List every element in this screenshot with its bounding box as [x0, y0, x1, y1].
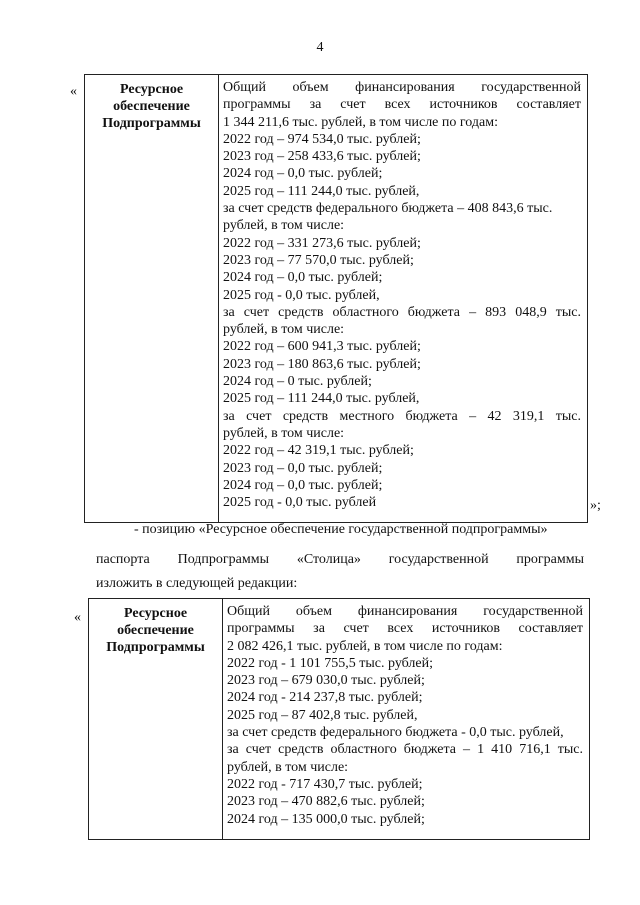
instruction-line: паспорта Подпрограммы «Столица» государственной программы [96, 552, 584, 567]
funding-line: 2024 год – 135 000,0 тыс. рублей; [227, 811, 425, 827]
funding-line: 2022 год – 974 534,0 тыс. рублей; [223, 131, 421, 147]
funding-line: 2023 год – 77 570,0 тыс. рублей; [223, 252, 414, 268]
funding-line: за счет средств федерального бюджета - 0,0 тыс. рублей, [227, 725, 564, 741]
funding-line: 2022 год – 331 273,6 тыс. рублей; [223, 235, 421, 251]
label-line: Подпрограммы [106, 640, 205, 655]
funding-line: 2023 год – 180 863,6 тыс. рублей; [223, 356, 421, 372]
funding-line: рублей, в том числе: [223, 425, 345, 441]
funding-line: 2022 год – 600 941,3 тыс. рублей; [223, 339, 421, 355]
funding-line: 2023 год – 0,0 тыс. рублей; [223, 460, 383, 476]
resource-label-cell [85, 75, 219, 522]
opening-quote-mark: « [70, 84, 77, 99]
resource-table-current [84, 74, 588, 523]
funding-line: программы за счет всех источников составляет [223, 97, 581, 113]
funding-line: 2023 год – 470 882,6 тыс. рублей; [227, 794, 425, 810]
page-number: 4 [316, 40, 324, 55]
funding-line: 2 082 426,1 тыс. рублей, в том числе по годам: [227, 638, 503, 654]
opening-quote-mark: « [74, 610, 81, 625]
funding-line: за счет средств областного бюджета – 1 410 716,1 тыс. [227, 742, 583, 758]
funding-line: 2024 год – 0,0 тыс. рублей; [223, 166, 383, 182]
funding-line: 2022 год - 717 430,7 тыс. рублей; [227, 776, 423, 792]
funding-line: 2025 год – 111 244,0 тыс. рублей, [223, 183, 420, 199]
funding-line: рублей, в том числе: [223, 322, 345, 338]
funding-line: 2024 год – 0,0 тыс. рублей; [223, 270, 383, 286]
closing-quote-mark: »; [590, 498, 601, 513]
funding-line: 2025 год - 0,0 тыс. рублей, [223, 287, 380, 303]
funding-line: 2024 год – 0,0 тыс. рублей; [223, 477, 383, 493]
funding-line: за счет средств местного бюджета – 42 319,1 тыс. [223, 408, 581, 424]
label-line: Подпрограммы [102, 116, 201, 131]
instruction-line: изложить в следующей редакции: [96, 576, 298, 591]
funding-line: 2023 год – 258 433,6 тыс. рублей; [223, 149, 421, 165]
funding-line: за счет средств областного бюджета – 893 048,9 тыс. [223, 304, 581, 320]
funding-line: программы за счет всех источников составляет [227, 621, 583, 637]
label-line: обеспечение [113, 99, 190, 114]
funding-line: за счет средств федерального бюджета – 408 843,6 тыс. [223, 201, 553, 217]
funding-line: 2023 год – 679 030,0 тыс. рублей; [227, 673, 425, 689]
funding-description-cell [219, 75, 587, 522]
funding-line: 2024 год - 214 237,8 тыс. рублей; [227, 690, 423, 706]
funding-line: 2025 год - 0,0 тыс. рублей [223, 495, 377, 511]
resource-label-cell [89, 599, 223, 839]
resource-table-new [88, 598, 590, 840]
funding-line: 1 344 211,6 тыс. рублей, в том числе по годам: [223, 114, 498, 130]
funding-line: рублей, в том числе: [227, 759, 349, 775]
funding-description-cell [223, 599, 589, 839]
label-line: Ресурсное [119, 82, 184, 97]
funding-line: 2022 год – 42 319,1 тыс. рублей; [223, 443, 414, 459]
funding-line: Общий объем финансирования государственной [223, 80, 581, 95]
label-line: Ресурсное [123, 606, 188, 621]
funding-line: 2025 год – 111 244,0 тыс. рублей, [223, 391, 420, 407]
funding-line: Общий объем финансирования государственной [227, 604, 583, 619]
instruction-line: - позицию «Ресурсное обеспечение государственной подпрограммы» [134, 522, 548, 537]
funding-line: рублей, в том числе: [223, 218, 345, 234]
funding-line: 2022 год - 1 101 755,5 тыс. рублей; [227, 655, 434, 671]
funding-line: 2024 год – 0 тыс. рублей; [223, 374, 372, 390]
funding-line: 2025 год – 87 402,8 тыс. рублей, [227, 707, 418, 723]
label-line: обеспечение [117, 623, 194, 638]
